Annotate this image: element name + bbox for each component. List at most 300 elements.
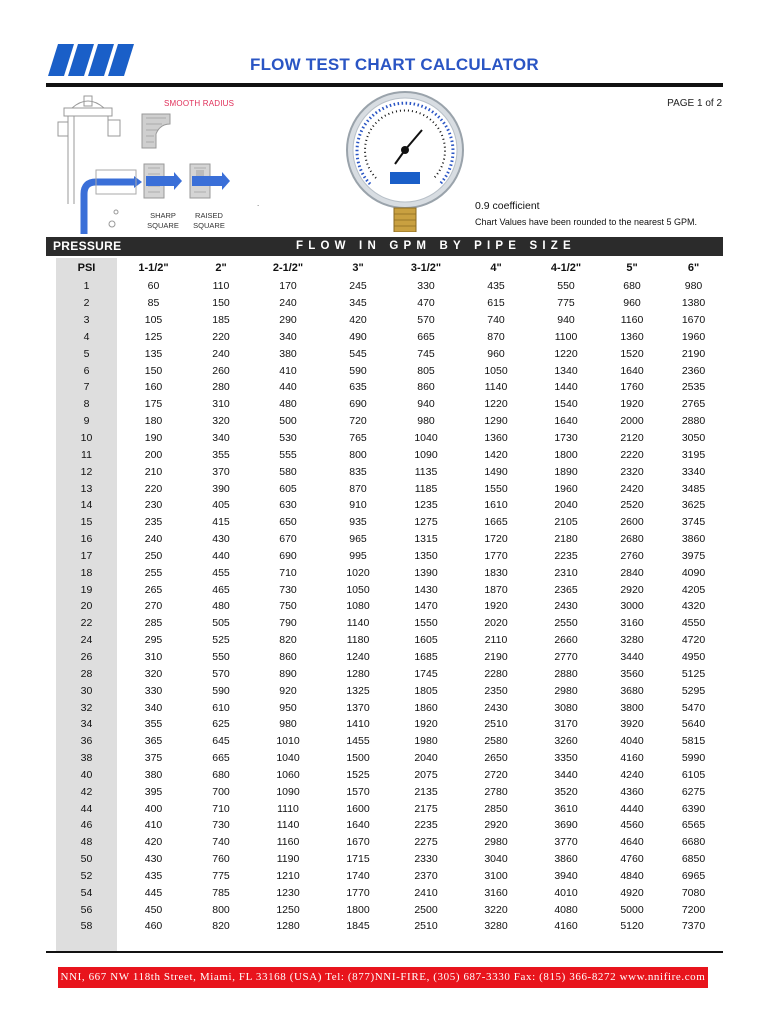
pipe-size-header: 6" — [687, 262, 700, 274]
flow-cell: 3745 — [681, 516, 706, 529]
smooth-radius-label: SMOOTH RADIUS — [164, 99, 235, 108]
flow-cell: 5470 — [681, 701, 706, 714]
flow-cell: 555 — [279, 448, 297, 461]
flow-cell: 625 — [212, 718, 230, 731]
flow-cell: 2420 — [620, 482, 644, 495]
flow-cell: 690 — [279, 549, 297, 562]
flow-cell: 330 — [417, 280, 435, 293]
flow-cell: 2520 — [620, 499, 644, 512]
table-row — [56, 766, 723, 783]
flow-cell: 3340 — [681, 465, 706, 478]
flow-cell: 490 — [349, 330, 367, 343]
flow-cell: 85 — [147, 297, 160, 310]
flow-cell: 1100 — [554, 330, 578, 343]
flow-cell: 775 — [557, 297, 575, 310]
flow-cell: 1640 — [346, 819, 370, 832]
flow-cell: 670 — [279, 533, 297, 546]
flow-cell: 500 — [279, 415, 297, 428]
flow-cell: 430 — [212, 533, 230, 546]
flow-cell: 6680 — [681, 836, 706, 849]
flow-cell: 1325 — [346, 684, 370, 697]
flow-cell: 650 — [279, 516, 297, 529]
flow-cell: 1280 — [276, 920, 300, 933]
pipe-size-header: 4-1/2" — [550, 262, 582, 274]
flow-cell: 2650 — [484, 752, 508, 765]
flow-cell: 355 — [144, 718, 163, 731]
pipe-size-header: 1-1/2" — [138, 262, 169, 274]
flow-cell: 4205 — [681, 583, 706, 596]
flow-cell: 2235 — [554, 549, 578, 562]
flow-cell: 135 — [144, 347, 163, 360]
flow-cell: 3680 — [620, 684, 644, 697]
table-row — [56, 733, 723, 750]
flow-cell: 440 — [212, 549, 230, 562]
table-row — [56, 918, 723, 935]
flow-cell: 1960 — [681, 330, 706, 343]
flow-cell: 330 — [144, 684, 163, 697]
flow-cell: 1010 — [276, 735, 300, 748]
page-number: PAGE 1 of 2 — [667, 98, 722, 109]
flow-cell: 4840 — [620, 869, 644, 882]
table-row — [56, 446, 723, 463]
psi-cell: 15 — [80, 516, 93, 529]
flow-cell: 2190 — [484, 650, 508, 663]
flow-cell: 980 — [279, 718, 297, 731]
flow-cell: 1490 — [484, 465, 508, 478]
psi-cell: 46 — [80, 819, 93, 832]
flow-cell: 550 — [212, 650, 230, 663]
flow-cell: 2000 — [620, 415, 644, 428]
flow-cell: 6390 — [681, 802, 706, 815]
flow-cell: 1185 — [414, 482, 438, 495]
flow-cell: 355 — [212, 448, 230, 461]
flow-cell: 800 — [349, 448, 367, 461]
flow-cell: 220 — [212, 330, 230, 343]
flow-cell: 250 — [144, 549, 163, 562]
flow-cell: 545 — [349, 347, 367, 360]
table-row — [56, 750, 723, 767]
flow-cell: 1250 — [276, 903, 300, 916]
psi-cell: 6 — [83, 364, 90, 377]
flow-cell: 260 — [212, 364, 230, 377]
flow-cell: 1860 — [414, 701, 438, 714]
psi-cell: 1 — [83, 280, 90, 293]
flow-cell: 160 — [144, 381, 163, 394]
flow-cell: 395 — [144, 785, 163, 798]
flow-cell: 2510 — [414, 920, 438, 933]
flow-cell: 5295 — [681, 684, 706, 697]
flow-cell: 2410 — [414, 886, 438, 899]
flow-cell: 170 — [279, 280, 297, 293]
flow-cell: 2350 — [484, 684, 508, 697]
table-row — [56, 531, 723, 548]
flow-cell: 3610 — [554, 802, 578, 815]
flow-cell: 1455 — [346, 735, 370, 748]
flow-cell: 570 — [212, 667, 230, 680]
table-row — [56, 362, 723, 379]
flow-cell: 1440 — [554, 381, 578, 394]
flow-cell: 3440 — [620, 650, 644, 663]
flow-cell: 240 — [144, 533, 163, 546]
flow-cell: 4550 — [681, 617, 706, 630]
flow-cell: 635 — [349, 381, 367, 394]
flow-cell: 665 — [212, 752, 230, 765]
flow-cell: 860 — [417, 381, 435, 394]
flow-cell: 3485 — [681, 482, 706, 495]
psi-cell: 16 — [80, 533, 93, 546]
flow-cell: 3975 — [681, 549, 706, 562]
flow-cell: 1240 — [346, 650, 370, 663]
flow-cell: 680 — [623, 280, 641, 293]
flow-cell: 1665 — [484, 516, 508, 529]
flow-cell: 340 — [144, 701, 163, 714]
psi-cell: 28 — [80, 667, 93, 680]
flow-cell: 710 — [279, 566, 297, 579]
psi-cell: 38 — [80, 752, 93, 765]
table-row — [56, 564, 723, 581]
flow-cell: 530 — [279, 432, 297, 445]
flow-cell: 375 — [144, 752, 163, 765]
flow-cell: 2770 — [554, 650, 578, 663]
flow-cell: 935 — [349, 516, 367, 529]
flow-cell: 790 — [279, 617, 297, 630]
pressure-heading: PRESSURE — [53, 239, 122, 253]
flow-cell: 4950 — [681, 650, 706, 663]
flow-cell: 2760 — [620, 549, 644, 562]
pipe-size-header: 2" — [215, 262, 227, 274]
flow-cell: 4160 — [554, 920, 578, 933]
flow-cell: 4040 — [620, 735, 644, 748]
flow-cell: 480 — [279, 398, 297, 411]
flow-cell: 3160 — [620, 617, 644, 630]
flow-cell: 455 — [212, 566, 230, 579]
psi-cell: 42 — [80, 785, 93, 798]
flow-cell: 2980 — [484, 836, 508, 849]
nni-logo — [48, 44, 144, 76]
flow-cell: 180 — [144, 415, 163, 428]
flow-cell: 1845 — [346, 920, 370, 933]
flow-cell: 615 — [487, 297, 505, 310]
flow-cell: 1370 — [346, 701, 370, 714]
flow-cell: 2920 — [620, 583, 644, 596]
flow-cell: 310 — [144, 650, 163, 663]
flow-cell: 1040 — [414, 432, 438, 445]
flow-cell: 1770 — [484, 549, 508, 562]
table-row — [56, 716, 723, 733]
flow-cell: 1275 — [414, 516, 438, 529]
pipe-size-header: 5" — [626, 262, 638, 274]
flow-cell: 150 — [212, 297, 230, 310]
flow-cell: 60 — [147, 280, 160, 293]
flow-cell: 1670 — [346, 836, 370, 849]
psi-cell: 10 — [80, 432, 93, 445]
flow-cell: 1390 — [414, 566, 438, 579]
psi-cell: 5 — [83, 347, 90, 360]
flow-cell: 765 — [349, 432, 367, 445]
flow-cell: 1160 — [620, 314, 644, 327]
psi-cell: 19 — [80, 583, 93, 596]
flow-cell: 2310 — [554, 566, 578, 579]
flow-cell: 340 — [279, 330, 297, 343]
flow-cell: 200 — [144, 448, 163, 461]
flow-cell: 3770 — [554, 836, 578, 849]
flow-cell: 2580 — [484, 735, 508, 748]
flow-cell: 2920 — [484, 819, 508, 832]
flow-cell: 1160 — [276, 836, 300, 849]
flow-cell: 4920 — [620, 886, 644, 899]
flow-cell: 5120 — [620, 920, 644, 933]
table-row — [56, 329, 723, 346]
flow-cell: 3040 — [484, 853, 508, 866]
flow-cell: 185 — [212, 314, 230, 327]
flow-cell: 4080 — [554, 903, 578, 916]
flow-cell: 1740 — [346, 869, 370, 882]
flow-cell: 410 — [279, 364, 297, 377]
flow-cell: 4440 — [620, 802, 644, 815]
flow-cell: 1550 — [484, 482, 508, 495]
flow-cell: 2180 — [554, 533, 578, 546]
flow-cell: 785 — [212, 886, 230, 899]
table-row — [56, 665, 723, 682]
flow-cell: 7200 — [681, 903, 706, 916]
table-row — [56, 430, 723, 447]
pipe-size-header: 4" — [490, 262, 502, 274]
flow-cell: 175 — [144, 398, 163, 411]
flow-cell: 3350 — [554, 752, 578, 765]
page-title: FLOW TEST CHART CALCULATOR — [250, 55, 539, 74]
flow-cell: 1020 — [346, 566, 370, 579]
flow-cell: 310 — [212, 398, 230, 411]
flow-cell: 870 — [349, 482, 367, 495]
flow-cell: 280 — [212, 381, 230, 394]
flow-cell: 980 — [684, 280, 703, 293]
pipe-size-header: 2-1/2" — [272, 262, 304, 274]
psi-cell: 20 — [80, 600, 93, 613]
psi-cell: 26 — [80, 650, 93, 663]
flow-cell: 1730 — [554, 432, 578, 445]
flow-cell: 1870 — [484, 583, 508, 596]
flow-cell: 4010 — [554, 886, 578, 899]
flow-cell: 1610 — [484, 499, 508, 512]
flow-cell: 1090 — [276, 785, 300, 798]
flow-cell: 7370 — [681, 920, 706, 933]
flow-cell: 1140 — [484, 381, 508, 394]
flow-cell: 1570 — [346, 785, 370, 798]
psi-cell: 13 — [80, 482, 93, 495]
psi-cell: 2 — [83, 297, 90, 310]
psi-cell: 9 — [83, 415, 90, 428]
flow-cell: 6850 — [681, 853, 706, 866]
psi-cell: 22 — [80, 617, 93, 630]
flow-cell: 505 — [212, 617, 230, 630]
table-row — [56, 480, 723, 497]
separator-dot: . — [257, 199, 260, 208]
flow-cell: 1290 — [484, 415, 508, 428]
flow-cell: 3940 — [554, 869, 578, 882]
flow-cell: 1140 — [276, 819, 300, 832]
flow-cell: 2120 — [620, 432, 644, 445]
flow-cell: 365 — [144, 735, 163, 748]
flow-cell: 720 — [349, 415, 367, 428]
flow-cell: 740 — [212, 836, 230, 849]
flow-cell: 220 — [144, 482, 163, 495]
flow-cell: 5000 — [620, 903, 644, 916]
flow-cell: 525 — [212, 634, 230, 647]
psi-column-header: PSI — [77, 262, 96, 274]
flow-cell: 295 — [144, 634, 163, 647]
psi-cell: 52 — [80, 869, 93, 882]
flow-cell: 2850 — [484, 802, 508, 815]
table-row — [56, 312, 723, 329]
flow-cell: 3080 — [554, 701, 578, 714]
flow-cell: 2175 — [414, 802, 438, 815]
flow-cell: 420 — [349, 314, 367, 327]
psi-cell: 54 — [80, 886, 93, 899]
flow-cell: 3520 — [554, 785, 578, 798]
flow-cell: 1500 — [346, 752, 370, 765]
flow-cell: 150 — [144, 364, 163, 377]
flow-cell: 3195 — [681, 448, 706, 461]
flow-cell: 2275 — [414, 836, 438, 849]
flow-cell: 4240 — [620, 768, 644, 781]
flow-cell: 2280 — [484, 667, 508, 680]
flow-cell: 2550 — [554, 617, 578, 630]
psi-cell: 36 — [80, 735, 93, 748]
flow-cell: 1420 — [484, 448, 508, 461]
flow-cell: 1600 — [346, 802, 370, 815]
flow-cell: 2365 — [554, 583, 578, 596]
table-row — [56, 497, 723, 514]
flow-cell: 1410 — [346, 718, 370, 731]
flow-cell: 1350 — [414, 549, 438, 562]
table-row — [56, 901, 723, 918]
flow-cell: 1640 — [554, 415, 578, 428]
pipe-size-header: 3-1/2" — [410, 262, 442, 274]
flow-cell: 710 — [212, 802, 230, 815]
flow-cell: 3280 — [620, 634, 644, 647]
flow-cell: 1360 — [484, 432, 508, 445]
table-row — [56, 615, 723, 632]
flow-cell: 210 — [144, 465, 163, 478]
flow-cell: 3100 — [484, 869, 508, 882]
flow-cell: 1920 — [414, 718, 438, 731]
flow-cell: 1800 — [554, 448, 578, 461]
bottom-divider — [46, 951, 723, 953]
flow-cell: 3625 — [681, 499, 706, 512]
flow-cell: 405 — [212, 499, 230, 512]
flow-cell: 1745 — [414, 667, 438, 680]
flow-cell: 3000 — [620, 600, 644, 613]
flow-cell: 1470 — [414, 600, 438, 613]
flow-cell: 1050 — [346, 583, 370, 596]
flow-cell: 2360 — [681, 364, 706, 377]
flow-cell: 3860 — [554, 853, 578, 866]
flow-cell: 415 — [212, 516, 230, 529]
psi-cell: 7 — [83, 381, 90, 394]
flow-cell: 255 — [144, 566, 163, 579]
flow-cell: 2105 — [554, 516, 578, 529]
flow-cell: 1770 — [346, 886, 370, 899]
psi-cell: 14 — [80, 499, 93, 512]
flow-cell: 110 — [212, 280, 230, 293]
flow-cell: 730 — [279, 583, 297, 596]
flow-cell: 1280 — [346, 667, 370, 680]
psi-cell: 32 — [80, 701, 93, 714]
table-row — [56, 884, 723, 901]
table-row — [56, 598, 723, 615]
flow-cell: 3280 — [484, 920, 508, 933]
table-row — [56, 632, 723, 649]
flow-cell: 285 — [144, 617, 163, 630]
flow-cell: 3160 — [484, 886, 508, 899]
flow-cell: 4760 — [620, 853, 644, 866]
flow-cell: 320 — [144, 667, 163, 680]
flow-cell: 835 — [349, 465, 367, 478]
flow-cell: 1080 — [346, 600, 370, 613]
flow-cell: 4160 — [620, 752, 644, 765]
flow-cell: 370 — [212, 465, 230, 478]
flow-cell: 7080 — [681, 886, 706, 899]
pressure-gauge-image — [340, 90, 470, 232]
flow-cell: 1380 — [681, 297, 706, 310]
flow-cell: 1800 — [346, 903, 370, 916]
flow-cell: 3560 — [620, 667, 644, 680]
flow-cell: 610 — [212, 701, 230, 714]
flow-cell: 690 — [349, 398, 367, 411]
flow-cell: 390 — [212, 482, 230, 495]
flow-cell: 3170 — [554, 718, 578, 731]
flow-cell: 240 — [212, 347, 230, 360]
footer-contact: NNI, 667 NW 118th Street, Miami, FL 33168 (USA) Tel: (877)NNI-FIRE, (305) 687-3330 Fax: (815) 366-8272 www.nnifire.com — [58, 967, 708, 988]
flow-cell: 6565 — [681, 819, 706, 832]
flow-cell: 665 — [417, 330, 435, 343]
table-row — [56, 345, 723, 362]
psi-cell: 50 — [80, 853, 93, 866]
flow-cell: 450 — [144, 903, 163, 916]
flow-cell: 940 — [417, 398, 435, 411]
flow-cell: 2880 — [554, 667, 578, 680]
flow-cell: 680 — [212, 768, 230, 781]
table-row — [56, 278, 723, 295]
flow-cell: 1060 — [276, 768, 300, 781]
flow-cell: 805 — [417, 364, 435, 377]
column-header-row — [56, 258, 723, 278]
flow-cell: 1090 — [414, 448, 438, 461]
flow-cell: 400 — [144, 802, 163, 815]
flow-cell: 2780 — [484, 785, 508, 798]
flow-cell: 1550 — [414, 617, 438, 630]
flow-cell: 745 — [417, 347, 435, 360]
flow-cell: 910 — [349, 499, 367, 512]
psi-cell: 4 — [83, 330, 90, 343]
flow-cell: 2320 — [620, 465, 644, 478]
flow-cell: 2500 — [414, 903, 438, 916]
flow-cell: 820 — [212, 920, 230, 933]
flow-cell: 1640 — [620, 364, 644, 377]
sharp-square-label: SHARP SQUARE — [147, 211, 179, 230]
flow-cell: 570 — [417, 314, 435, 327]
flow-cell: 5640 — [681, 718, 706, 731]
flow-cell: 1040 — [276, 752, 300, 765]
flow-cell: 420 — [144, 836, 163, 849]
flow-cell: 410 — [144, 819, 163, 832]
flow-cell: 4360 — [620, 785, 644, 798]
flow-cell: 1685 — [414, 650, 438, 663]
flow-cell: 1805 — [414, 684, 438, 697]
flow-cell: 1605 — [414, 634, 438, 647]
table-row — [56, 463, 723, 480]
psi-cell: 44 — [80, 802, 93, 815]
